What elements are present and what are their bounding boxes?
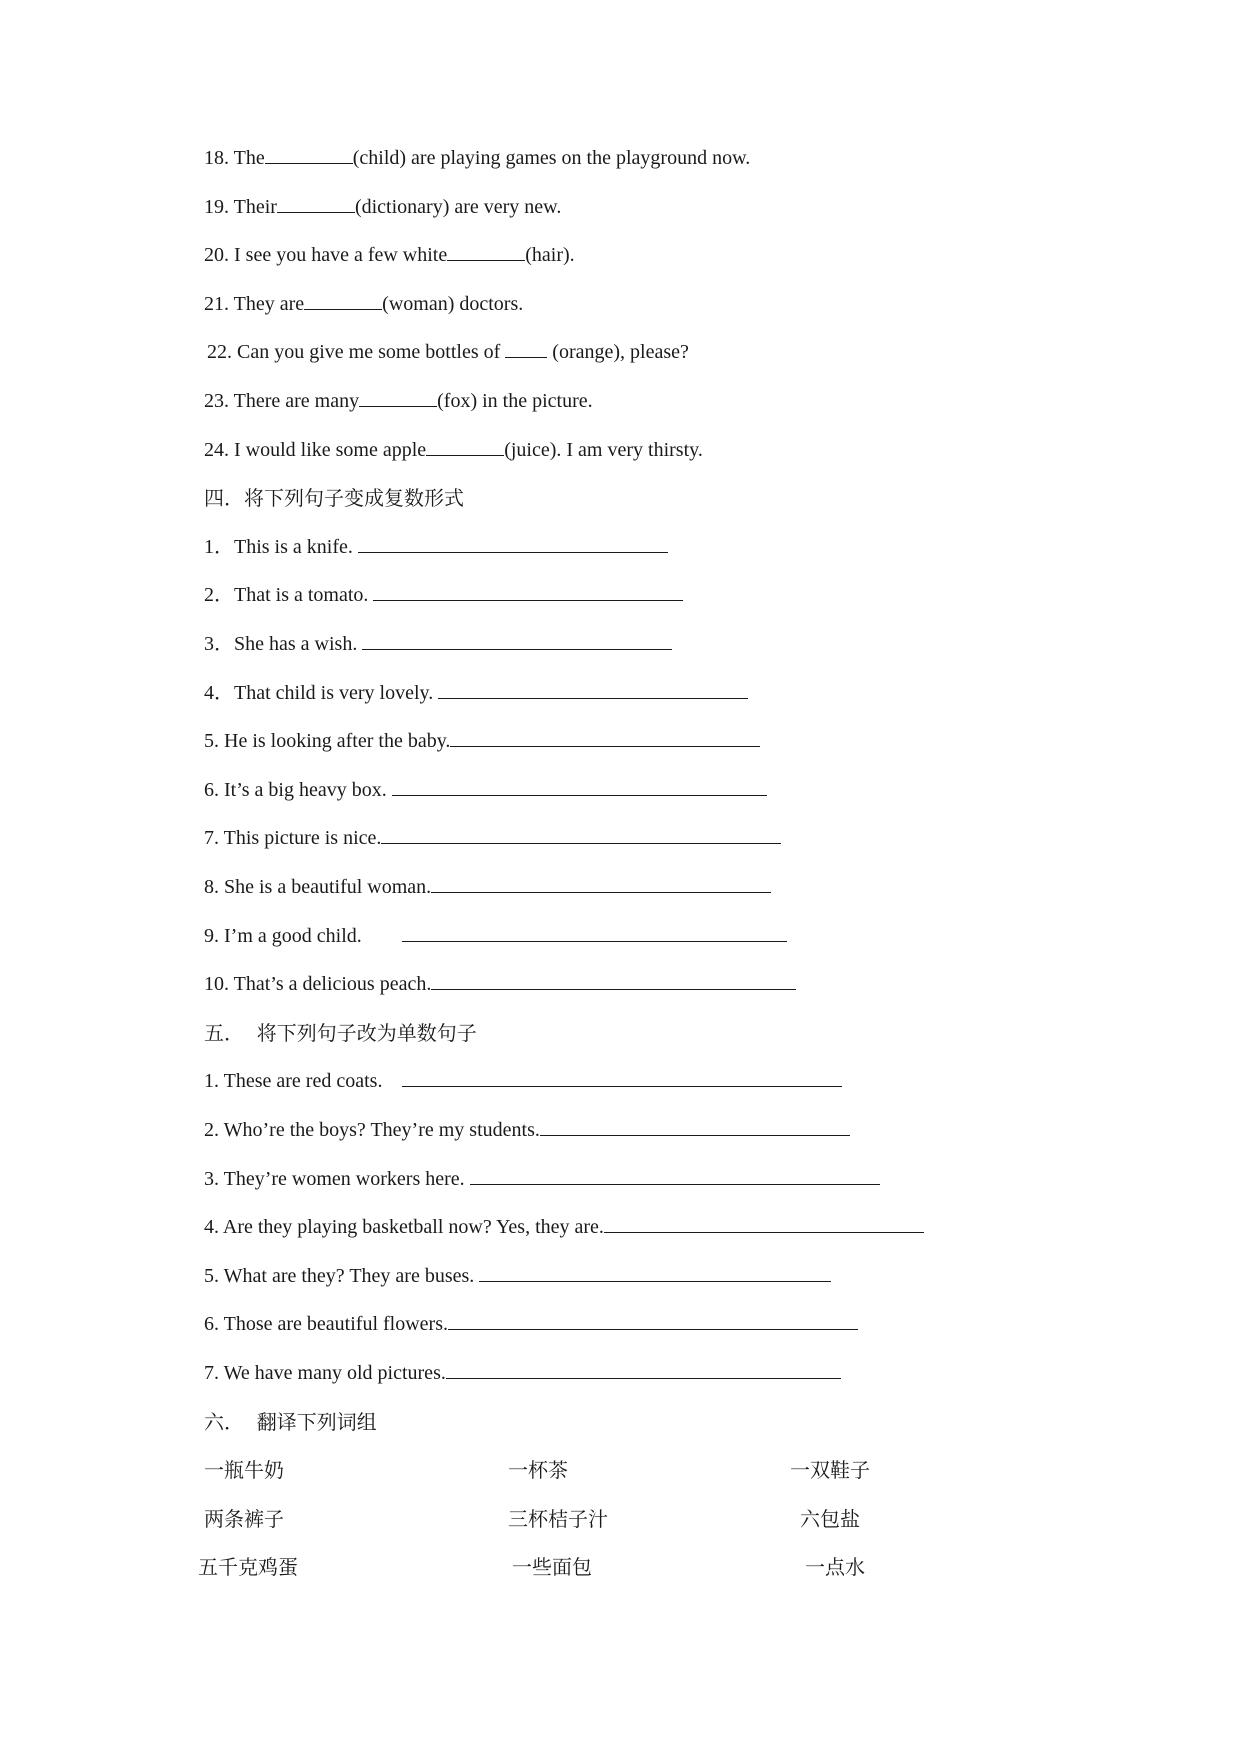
- question-text-tail: (woman) doctors.: [382, 292, 524, 315]
- plural-item: [204, 824, 781, 852]
- phrase-to-translate: 六包盐: [800, 1506, 860, 1531]
- answer-blank[interactable]: [450, 728, 760, 747]
- answer-blank[interactable]: [402, 1068, 842, 1087]
- question-text: 1. These are red coats.: [204, 1070, 403, 1093]
- plural-item: [204, 630, 672, 658]
- question-text: 19. Their: [204, 195, 277, 218]
- answer-blank[interactable]: [373, 582, 683, 601]
- singular-item: [204, 1310, 858, 1338]
- answer-blank[interactable]: [359, 388, 437, 407]
- question-text: 2．That is a tomato.: [204, 584, 374, 607]
- plural-item: [204, 727, 760, 755]
- phrase-to-translate: 一双鞋子: [790, 1458, 870, 1483]
- question-text: 5. What are they? They are buses.: [204, 1264, 480, 1287]
- question-text: 3. They’re women workers here.: [204, 1167, 470, 1190]
- answer-blank[interactable]: [402, 923, 787, 942]
- answer-blank[interactable]: [392, 777, 767, 796]
- plural-item: [204, 533, 668, 561]
- answer-blank[interactable]: [381, 825, 781, 844]
- question-text-tail: (child) are playing games on the playground now.: [352, 147, 751, 169]
- plural-item: [204, 873, 771, 901]
- section-heading-6: 六． 翻译下列词组: [204, 1409, 377, 1434]
- singular-item: [204, 1262, 831, 1290]
- phrase-to-translate: 三杯桔子汁: [508, 1506, 608, 1531]
- question-text: 1．This is a knife.: [204, 535, 358, 558]
- question-text: 7. We have many old pictures.: [204, 1362, 446, 1384]
- plural-item: [204, 679, 748, 707]
- fill-in-item: [204, 241, 575, 269]
- question-text: 6. It’s a big heavy box.: [204, 778, 392, 801]
- question-text: 10. That’s a delicious peach.: [204, 973, 432, 996]
- answer-blank[interactable]: [277, 194, 355, 213]
- phrase-to-translate: 一杯茶: [508, 1458, 568, 1483]
- fill-in-item: [204, 193, 561, 221]
- answer-blank[interactable]: [438, 680, 748, 699]
- plural-item: [204, 581, 683, 609]
- singular-item: [204, 1067, 842, 1095]
- question-text: 4．That child is very lovely.: [204, 681, 439, 704]
- phrase-to-translate: 一些面包: [512, 1555, 592, 1580]
- answer-blank[interactable]: [448, 1311, 858, 1330]
- singular-item: [204, 1165, 880, 1193]
- answer-blank[interactable]: [446, 1360, 841, 1379]
- phrase-to-translate: 两条裤子: [204, 1506, 284, 1531]
- answer-blank[interactable]: [431, 874, 771, 893]
- answer-blank[interactable]: [304, 291, 382, 310]
- plural-item: [204, 922, 787, 950]
- question-text: 3．She has a wish.: [204, 633, 363, 655]
- phrase-to-translate: 五千克鸡蛋: [198, 1555, 298, 1580]
- question-text: 24. I would like some apple: [204, 438, 427, 461]
- singular-item: [204, 1116, 850, 1144]
- section-heading-5: 五． 将下列句子改为单数句子: [204, 1020, 477, 1045]
- singular-item: [204, 1359, 841, 1387]
- question-text: 8. She is a beautiful woman.: [204, 876, 432, 898]
- answer-blank[interactable]: [604, 1214, 924, 1233]
- phrase-to-translate: 一点水: [805, 1555, 865, 1580]
- answer-blank[interactable]: [431, 971, 796, 990]
- singular-item: [204, 1213, 924, 1241]
- answer-blank[interactable]: [505, 339, 547, 358]
- question-text: 2. Who’re the boys? They’re my students.: [204, 1119, 540, 1141]
- question-text-tail: (juice). I am very thirsty.: [504, 438, 703, 461]
- question-text: 5. He is looking after the baby.: [204, 730, 451, 753]
- question-text: 7. This picture is nice.: [204, 827, 382, 850]
- answer-blank[interactable]: [426, 437, 504, 456]
- question-text-tail: (dictionary) are very new.: [354, 195, 562, 218]
- answer-blank[interactable]: [362, 631, 672, 650]
- question-text-tail: (hair).: [525, 244, 575, 267]
- fill-in-item: [204, 144, 750, 172]
- section-heading-4: 四．将下列句子变成复数形式: [204, 486, 464, 511]
- answer-blank[interactable]: [358, 534, 668, 553]
- question-text-tail: (orange), please?: [547, 341, 689, 364]
- fill-in-item: [204, 387, 593, 415]
- question-text: 4. Are they playing basketball now? Yes, they are.: [204, 1216, 604, 1239]
- question-text: 6. Those are beautiful flowers.: [204, 1313, 448, 1336]
- answer-blank[interactable]: [265, 145, 353, 164]
- answer-blank[interactable]: [479, 1263, 831, 1282]
- fill-in-item: [207, 338, 689, 366]
- phrase-to-translate: 一瓶牛奶: [204, 1458, 284, 1483]
- question-text: 22. Can you give me some bottles of: [207, 341, 506, 364]
- fill-in-item: [204, 290, 523, 318]
- plural-item: [204, 776, 767, 804]
- question-text-tail: (fox) in the picture.: [437, 390, 593, 412]
- question-text: 9. I’m a good child.: [204, 924, 402, 947]
- answer-blank[interactable]: [447, 242, 525, 261]
- fill-in-item: [204, 436, 703, 464]
- answer-blank[interactable]: [470, 1166, 880, 1185]
- plural-item: [204, 970, 796, 998]
- answer-blank[interactable]: [540, 1117, 850, 1136]
- question-text: 21. They are: [204, 292, 305, 315]
- question-text: 18. The: [204, 147, 265, 169]
- question-text: 20. I see you have a few white: [204, 244, 448, 267]
- question-text: 23. There are many: [204, 390, 360, 412]
